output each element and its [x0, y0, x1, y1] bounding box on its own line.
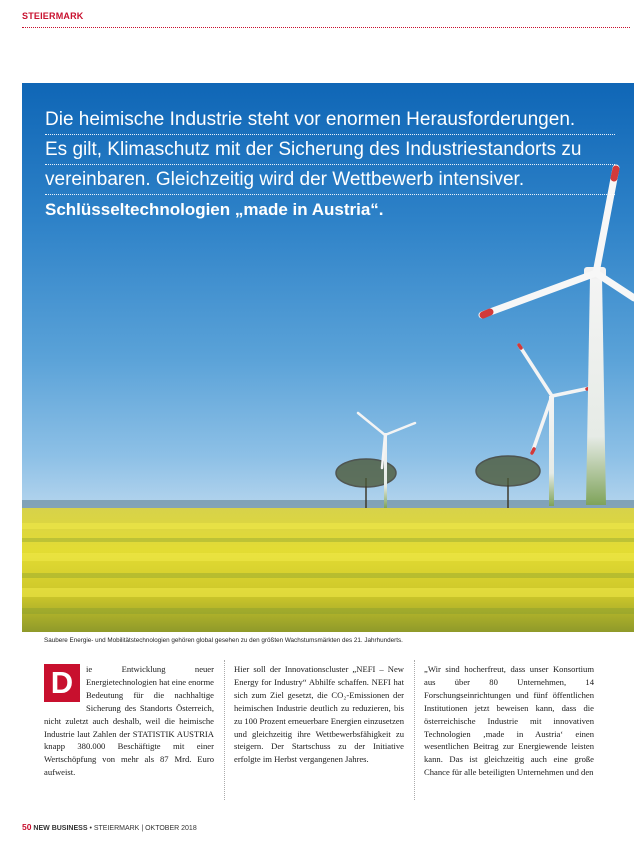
magazine-name: NEW BUSINESS — [33, 825, 88, 832]
column-divider — [414, 660, 415, 800]
article-column-3 — [424, 663, 594, 779]
issue-date: OKTOBER 2018 — [145, 825, 197, 832]
headline-line-2: Es gilt, Klimaschutz mit der Sicherung des Industriestandorts zu — [45, 135, 615, 165]
section-divider — [22, 27, 630, 29]
drop-cap: D — [44, 664, 80, 702]
headline-line-1: Die heimische Industrie steht vor enormen Herausforderungen. — [45, 105, 615, 135]
footer-separator: | — [141, 825, 144, 832]
headline-emphasis: Schlüsseltechnologien „made in Austria“. — [45, 200, 384, 219]
article-column-2 — [234, 663, 404, 766]
page-number: 50 — [22, 822, 32, 832]
column-divider — [224, 660, 225, 800]
footer-bullet: • — [89, 825, 92, 832]
column-2-text: Hier soll der Innovationscluster „NEFI – New Energy for Industry“ Abhilfe schaffen. NEFI hat sich zum Ziel gesetzt, die CO₂-Emissionen der heimischen Industrie deutlich zu reduzieren, bis zu 100 Prozent erneuerbare Energien einzusetzen und gleichzeitig ihre Wettbewerbsfähigkeit zu steigern. Der Startschuss zu der Initiative erfolgte im Herbst vergangenen Jahres. — [234, 664, 404, 765]
column-3-text: „Wir sind hocherfreut, dass unser Konsortium aus über 80 Unternehmen, 14 Forschungseinrichtungen und fünf öffentlichen Institutionen jetzt beweisen kann, dass die österreichische Industrie mit innovativen Technologien ‚made in Austria‘ einen wesentlichen Beitrag zur Energiewende leisten kann. Das ist gleichzeitig auch eine große Chance für alle beteiligten Unternehmen und den — [424, 664, 594, 778]
page-footer — [22, 822, 197, 832]
photo-caption: Saubere Energie- und Mobilitätstechnologien gehören global gesehen zu den größten Wachstumsmärkten des 21. Jahrhunderts. — [44, 637, 403, 644]
hero-photo — [22, 83, 634, 632]
column-1-text: ie Entwicklung neuer Energietechnologien hat eine enorme Bedeutung für die nachhaltige Sicherung des Standorts Österreich, nicht zuletzt auch deshalb, weil die heimische Industrie laut Zahlen der STATISTIK AUSTRIA knapp 380.000 Beschäftigte mit einer Wertschöpfung von mehr als 87 Mrd. Euro aufweist. — [44, 664, 214, 778]
headline-line-3: vereinbaren. Gleichzeitig wird der Wettbewerb intensiver. — [45, 165, 615, 195]
footer-region: STEIERMARK — [93, 825, 140, 832]
headline — [45, 105, 615, 224]
section-label: STEIERMARK — [22, 11, 84, 21]
article-column-1 — [44, 663, 214, 779]
